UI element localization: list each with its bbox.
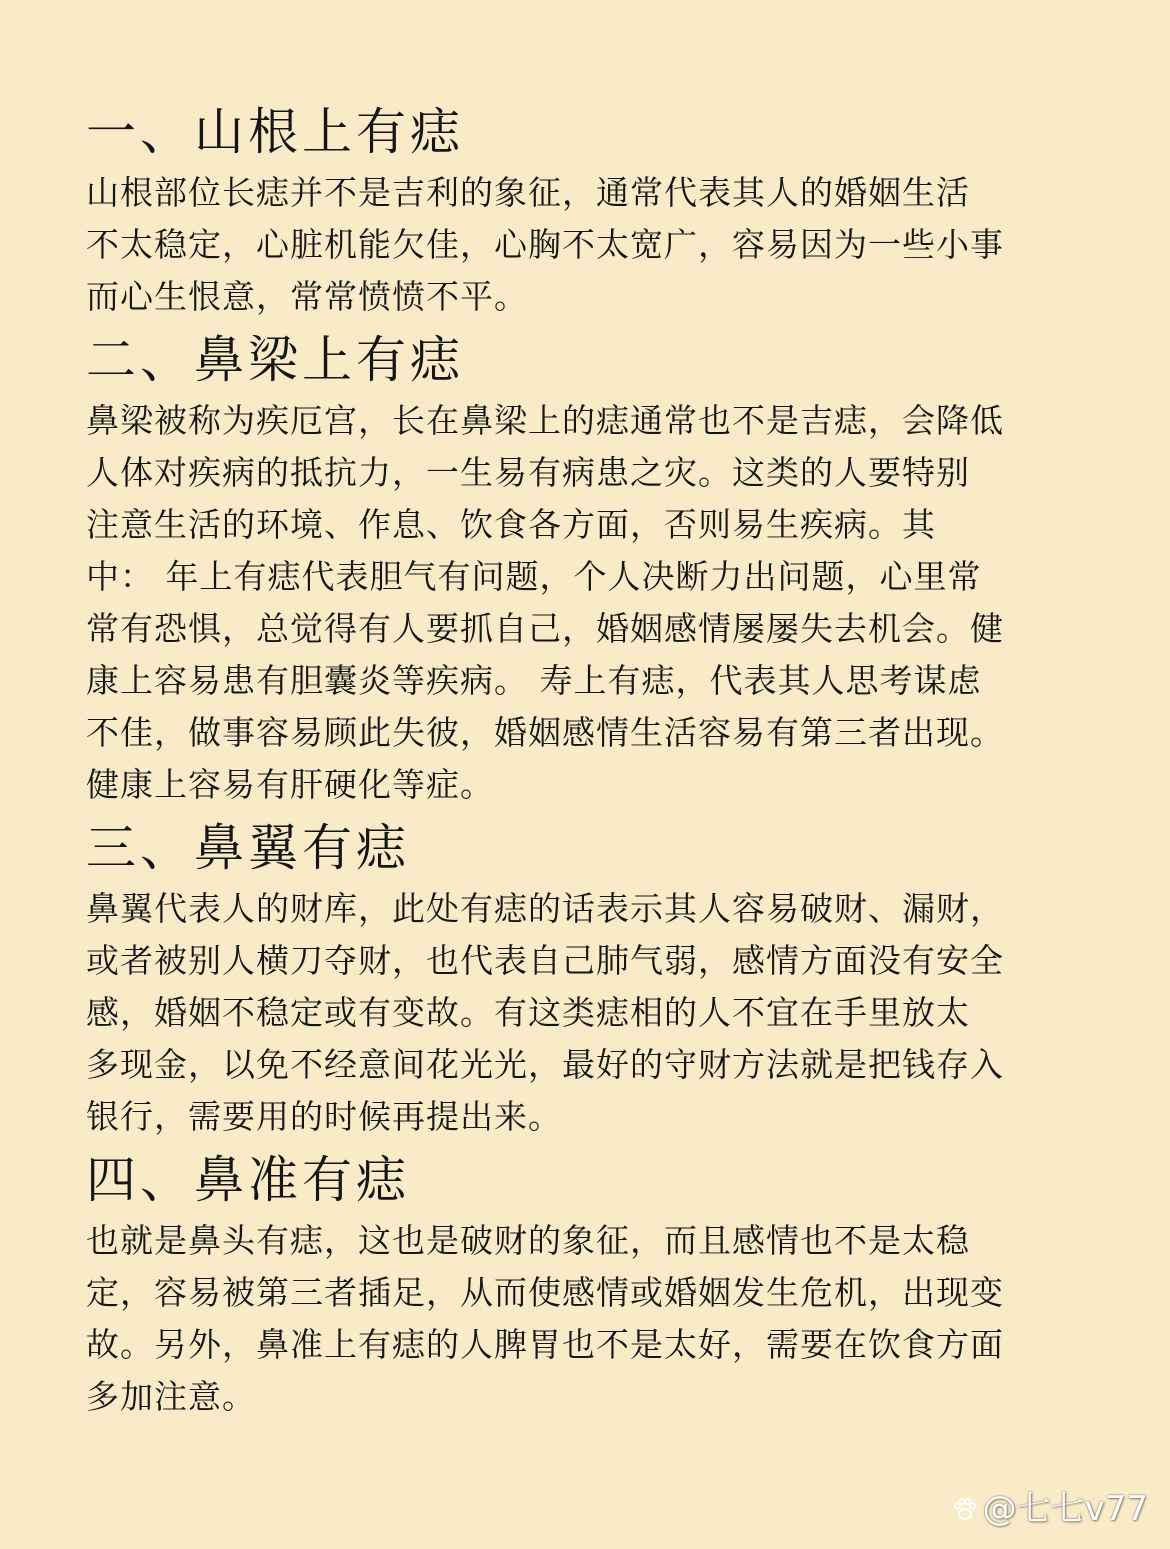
- body-line: 山根部位长痣并不是吉利的象征，通常代表其人的婚姻生活: [86, 173, 970, 212]
- section-bizhun: [86, 1145, 1090, 1423]
- section-shangen: [86, 97, 1090, 323]
- body-line: 健康上容易有肝硬化等症。: [86, 765, 494, 804]
- section-biliang: [86, 325, 1090, 811]
- section-body: [86, 883, 1090, 1143]
- body-line: 人体对疾病的抵抗力，一生易有病患之灾。这类的人要特别: [86, 453, 970, 492]
- body-line: 多现金，以免不经意间花光光，最好的守财方法就是把钱存入: [86, 1045, 1004, 1084]
- section-title: 一、山根上有痣: [86, 103, 464, 161]
- body-line: 鼻梁被称为疾厄宫，长在鼻梁上的痣通常也不是吉痣，会降低: [86, 401, 1004, 440]
- paw-icon: [951, 1495, 979, 1523]
- body-line: 故。另外，鼻准上有痣的人脾胃也不是太好，需要在饮食方面: [86, 1325, 1004, 1364]
- body-line: 或者被别人横刀夺财，也代表自己肺气弱，感情方面没有安全: [86, 941, 1004, 980]
- body-line: 也就是鼻头有痣，这也是破财的象征，而且感情也不是太稳: [86, 1221, 970, 1260]
- body-line: 中： 年上有痣代表胆气有问题，个人决断力出问题，心里常: [86, 557, 982, 596]
- body-line: 多加注意。: [86, 1377, 256, 1416]
- watermark: [951, 1489, 1148, 1529]
- body-line: 鼻翼代表人的财库，此处有痣的话表示其人容易破财、漏财，: [86, 889, 1004, 928]
- body-line: 定，容易被第三者插足，从而使感情或婚姻发生危机，出现变: [86, 1273, 1004, 1312]
- body-line: 感，婚姻不稳定或有变故。有这类痣相的人不宜在手里放太: [86, 993, 970, 1032]
- watermark-text: @七七v77: [982, 1489, 1148, 1529]
- body-line: 不佳，做事容易顾此失彼，婚姻感情生活容易有第三者出现。: [86, 713, 1004, 752]
- body-line: 不太稳定，心脏机能欠佳，心胸不太宽广，容易因为一些小事: [86, 225, 1004, 264]
- section-title: 三、鼻翼有痣: [86, 819, 410, 877]
- section-body: [86, 395, 1090, 811]
- body-line: 常有恐惧，总觉得有人要抓自己，婚姻感情屡屡失去机会。健: [86, 609, 1004, 648]
- section-biyi: [86, 813, 1090, 1143]
- section-title: 四、鼻准有痣: [86, 1151, 410, 1209]
- section-body: [86, 1215, 1090, 1423]
- section-body: [86, 167, 1090, 323]
- body-line: 银行，需要用的时候再提出来。: [86, 1097, 562, 1136]
- section-title: 二、鼻梁上有痣: [86, 331, 464, 389]
- body-line: 而心生恨意，常常愤愤不平。: [86, 277, 528, 316]
- body-line: 康上容易患有胆囊炎等疾病。 寿上有痣，代表其人思考谋虑: [86, 661, 982, 700]
- body-line: 注意生活的环境、作息、饮食各方面，否则易生疾病。其: [86, 505, 936, 544]
